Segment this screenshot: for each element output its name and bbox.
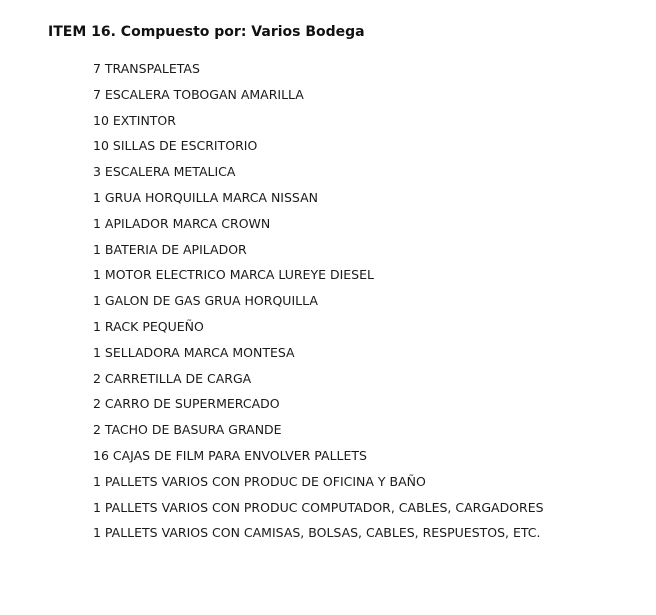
list-item: 1 PALLETS VARIOS CON CAMISAS, BOLSAS, CABLES, RESPUESTOS, ETC.: [93, 525, 541, 541]
list-item: 1 MOTOR ELECTRICO MARCA LUREYE DIESEL: [93, 267, 374, 283]
list-item: 1 RACK PEQUEÑO: [93, 318, 204, 334]
item-heading: ITEM 16. Compuesto por: Varios Bodega: [48, 24, 365, 40]
list-item: 16 CAJAS DE FILM PARA ENVOLVER PALLETS: [93, 447, 367, 463]
inventory-list: [93, 59, 544, 549]
list-item: 10 EXTINTOR: [93, 112, 176, 128]
list-item: 1 APILADOR MARCA CROWN: [93, 215, 271, 231]
list-item: 1 PALLETS VARIOS CON PRODUC DE OFICINA Y BAÑO: [93, 473, 426, 489]
list-item: 7 TRANSPALETAS: [93, 61, 200, 76]
list-item: 1 BATERIA DE APILADOR: [93, 241, 247, 257]
list-item: 2 CARRO DE SUPERMERCADO: [93, 396, 280, 412]
list-item: 1 GRUA HORQUILLA MARCA NISSAN: [93, 189, 318, 205]
list-item: 2 CARRETILLA DE CARGA: [93, 370, 252, 386]
list-item: 2 TACHO DE BASURA GRANDE: [93, 422, 282, 438]
list-item: 7 ESCALERA TOBOGAN AMARILLA: [93, 86, 304, 102]
list-item: 10 SILLAS DE ESCRITORIO: [93, 138, 258, 154]
list-item: 1 GALON DE GAS GRUA HORQUILLA: [93, 293, 318, 309]
list-item: 3 ESCALERA METALICA: [93, 164, 236, 180]
list-item: 1 PALLETS VARIOS CON PRODUC COMPUTADOR, CABLES, CARGADORES: [93, 499, 544, 515]
list-item: 1 SELLADORA MARCA MONTESA: [93, 344, 295, 360]
